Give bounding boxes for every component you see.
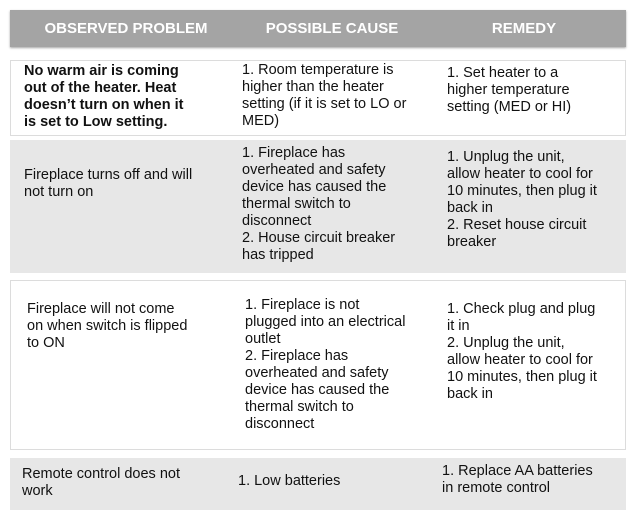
remedy-cell: 1. Set heater to a higher temperature setting (MED or HI)	[447, 65, 572, 115]
problem-cell: No warm air is coming out of the heater. Heat doesn’t turn on when it is set to Low setting.	[24, 63, 184, 130]
table-header	[10, 10, 626, 47]
cause-cell: 1. Fireplace is not plugged into an electrical outlet 2. Fireplace has overheated and safety device has caused the thermal switch to disconnect	[245, 297, 406, 432]
header-observed-problem: OBSERVED PROBLEM	[44, 20, 208, 37]
problem-cell: Fireplace turns off and will not turn on	[24, 167, 193, 200]
remedy-cell: 1. Check plug and plug it in 2. Unplug the unit, allow heater to cool for 10 minutes, then plug it back in	[447, 301, 597, 402]
cause-cell: 1. Low batteries	[238, 473, 341, 489]
problem-cell: Remote control does not work	[22, 466, 180, 499]
remedy-cell: 1. Replace AA batteries in remote control	[442, 463, 593, 496]
remedy-cell: 1. Unplug the unit, allow heater to cool for 10 minutes, then plug it back in 2. Reset house circuit breaker	[447, 149, 597, 250]
cause-cell: 1. Fireplace has overheated and safety device has caused the thermal switch to disconnect 2. House circuit breaker has tripped	[242, 145, 396, 263]
header-possible-cause: POSSIBLE CAUSE	[265, 20, 399, 37]
problem-cell: Fireplace will not come on when switch is flipped to ON	[27, 301, 188, 351]
header-remedy: REMEDY	[491, 20, 557, 37]
cause-cell: 1. Room temperature is higher than the heater setting (if it is set to LO or MED)	[242, 62, 407, 129]
